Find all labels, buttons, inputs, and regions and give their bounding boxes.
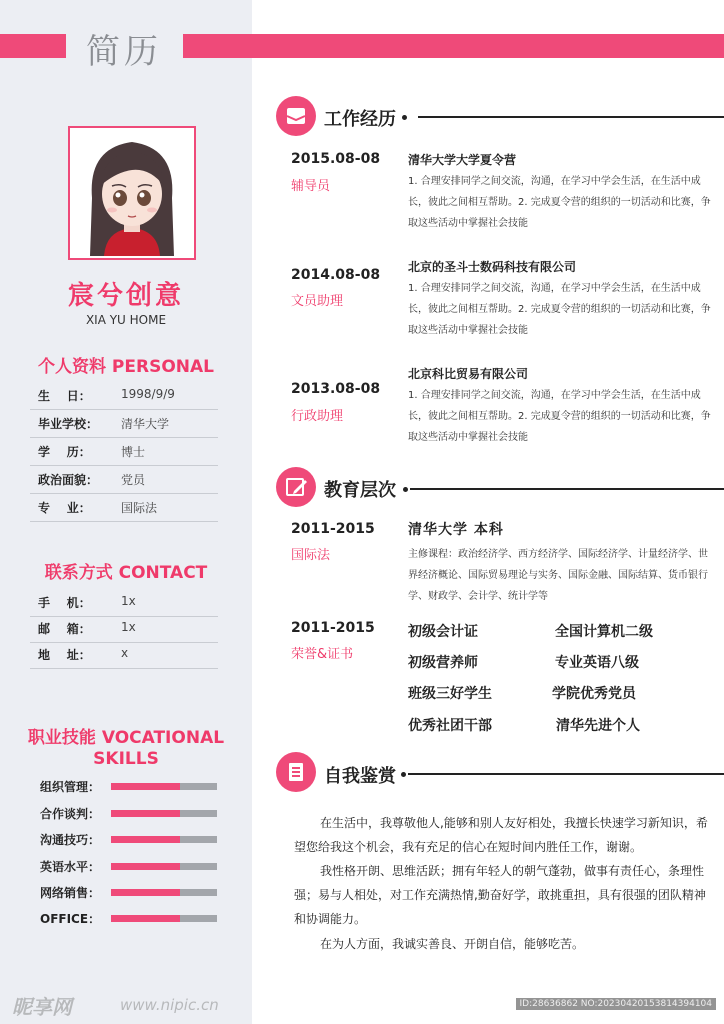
education-school: 清华大学 本科 — [408, 522, 504, 538]
personal-key: 专 业： — [38, 501, 91, 515]
skill-bar-track — [111, 889, 217, 896]
work-title: 工作经历 — [324, 109, 396, 130]
personal-heading: 个人资料 PERSONAL — [38, 357, 214, 377]
contact-key: 邮 箱： — [38, 622, 91, 636]
skill-bar-track — [111, 783, 217, 790]
honors-label: 荣誉&证书 — [291, 647, 354, 662]
personal-row — [30, 438, 218, 466]
personal-row — [30, 466, 218, 494]
personal-value: 国际法 — [121, 501, 158, 515]
education-major: 国际法 — [291, 548, 331, 563]
education-title: 教育层次 — [324, 480, 396, 501]
personal-key: 政治面貌： — [38, 473, 99, 487]
avatar-illustration — [70, 128, 194, 258]
pencil-icon — [276, 467, 316, 507]
profile-name-en: XIA YU HOME — [85, 313, 167, 327]
personal-value: 博士 — [121, 445, 146, 459]
watermark-id: ID:28636862 NO:20230420153814394104 — [516, 998, 717, 1010]
work-role: 文员助理 — [291, 294, 344, 309]
work-desc: 1. 合理安排同学之间交流，沟通，在学习中学会生活，在生活中成长，彼此之间相互帮助。2. 完成夏令营的组织的一切活动和比赛，争取这些活动中掌握社会技能 — [408, 390, 711, 443]
honor-item: 班级三好学生 — [408, 686, 492, 702]
skill-label: 英语水平： — [40, 860, 101, 874]
self-paragraph: 在生活中，我尊敬他人,能够和别人友好相处，我擅长快速学习新知识，希望您给我这个机会，我有充足的信心在短时间内胜任工作，谢谢。 — [294, 816, 708, 854]
skill-bar-fill — [111, 836, 180, 843]
skills-heading-line1: 职业技能 VOCATIONAL — [27, 728, 225, 748]
header-bar-right — [183, 34, 724, 58]
contact-row — [30, 615, 218, 643]
work-title-dot — [402, 115, 407, 120]
self-paragraph: 在为人方面，我诚实善良、开朗自信，能够吃苦。 — [320, 937, 585, 951]
skill-bar-fill — [111, 915, 180, 922]
honor-item: 优秀社团干部 — [408, 718, 492, 734]
work-role: 行政助理 — [291, 409, 344, 424]
personal-key: 毕业学校： — [38, 417, 99, 431]
skill-bar-track — [111, 810, 217, 817]
work-company: 清华大学大学夏令营 — [408, 153, 517, 167]
contact-key: 手 机： — [38, 596, 91, 610]
skill-row — [30, 776, 218, 798]
education-title-line — [410, 488, 724, 490]
honor-item: 初级营养师 — [408, 655, 478, 671]
briefcase-icon — [276, 96, 316, 136]
honor-item: 全国计算机二级 — [555, 624, 653, 640]
self-title-line — [408, 773, 724, 775]
watermark — [0, 988, 724, 1024]
skill-bar-fill — [111, 889, 180, 896]
skill-bar-track — [111, 915, 217, 922]
skill-label: 组织管理： — [40, 780, 101, 794]
contact-value: 1x — [121, 620, 136, 634]
skill-bar-track — [111, 863, 217, 870]
personal-value: 清华大学 — [121, 417, 170, 431]
profile-name: 宸兮创意 — [67, 281, 184, 311]
contact-row — [30, 589, 218, 617]
work-date: 2013.08-08 — [291, 381, 381, 397]
personal-value: 党员 — [121, 473, 146, 487]
skill-label: 合作谈判： — [40, 807, 101, 821]
personal-key: 生 日： — [38, 389, 91, 403]
honor-item: 学院优秀党员 — [552, 686, 636, 702]
skill-label: 沟通技巧： — [40, 833, 101, 847]
header-bar-left — [0, 34, 66, 58]
personal-value: 1998/9/9 — [121, 387, 175, 401]
skills-heading-line2: SKILLS — [93, 749, 159, 769]
contact-value: 1x — [121, 594, 136, 608]
skill-bar-fill — [111, 810, 180, 817]
skill-row — [30, 856, 218, 878]
watermark-url: www.nipic.cn — [120, 996, 219, 1014]
skill-row — [30, 829, 218, 851]
work-desc: 1. 合理安排同学之间交流，沟通，在学习中学会生活，在生活中成长，彼此之间相互帮助。2. 完成夏令营的组织的一切活动和比赛，争取这些活动中掌握社会技能 — [408, 176, 711, 229]
skill-label: OFFICE： — [40, 912, 101, 926]
skill-bar-fill — [111, 783, 180, 790]
work-desc: 1. 合理安排同学之间交流，沟通，在学习中学会生活，在生活中成长，彼此之间相互帮助。2. 完成夏令营的组织的一切活动和比赛，争取这些活动中掌握社会技能 — [408, 283, 711, 336]
resume-title: 简历 — [86, 32, 162, 72]
personal-key: 学 历： — [38, 445, 91, 459]
contact-heading: 联系方式 CONTACT — [44, 563, 208, 583]
personal-row — [30, 382, 218, 410]
self-title: 自我鉴赏 — [324, 766, 396, 787]
honor-item: 清华先进个人 — [556, 718, 640, 734]
avatar — [68, 126, 196, 260]
skill-row — [30, 803, 218, 825]
work-title-line — [418, 116, 724, 118]
education-date: 2011-2015 — [291, 521, 375, 537]
contact-key: 地 址： — [38, 648, 91, 662]
skill-bar-fill — [111, 863, 180, 870]
watermark-logo: 昵享网 — [12, 995, 72, 1019]
skill-row — [30, 882, 218, 904]
education-courses: 主修课程：政治经济学、西方经济学、国际经济学、计量经济学、世界经济概论、国际贸易理论与实务、国际金融、国际结算、货币银行学、财政学、会计学、统计学等 — [408, 549, 708, 602]
honor-item: 专业英语八级 — [555, 655, 639, 671]
skill-bar-track — [111, 836, 217, 843]
personal-row — [30, 494, 218, 522]
personal-row — [30, 410, 218, 438]
work-company: 北京科比贸易有限公司 — [408, 367, 529, 381]
work-date: 2015.08-08 — [291, 151, 381, 167]
self-title-dot — [401, 772, 406, 777]
work-company: 北京的圣斗士数码科技有限公司 — [408, 260, 577, 274]
education-title-dot — [403, 487, 408, 492]
honors-date: 2011-2015 — [291, 620, 375, 636]
work-date: 2014.08-08 — [291, 267, 381, 283]
skill-label: 网络销售： — [40, 886, 101, 900]
contact-value: x — [121, 646, 129, 660]
work-role: 辅导员 — [291, 179, 331, 194]
honor-item: 初级会计证 — [408, 624, 478, 640]
skills-heading — [0, 728, 252, 770]
document-icon — [276, 752, 316, 792]
self-paragraph: 我性格开朗、思维活跃；拥有年轻人的朝气蓬勃，做事有责任心，条理性强；易与人相处，对工作充满热情,勤奋好学，敢挑重担，具有很强的团队精神和协调能力。 — [294, 864, 706, 926]
skill-row — [30, 908, 218, 930]
contact-row — [30, 641, 218, 669]
